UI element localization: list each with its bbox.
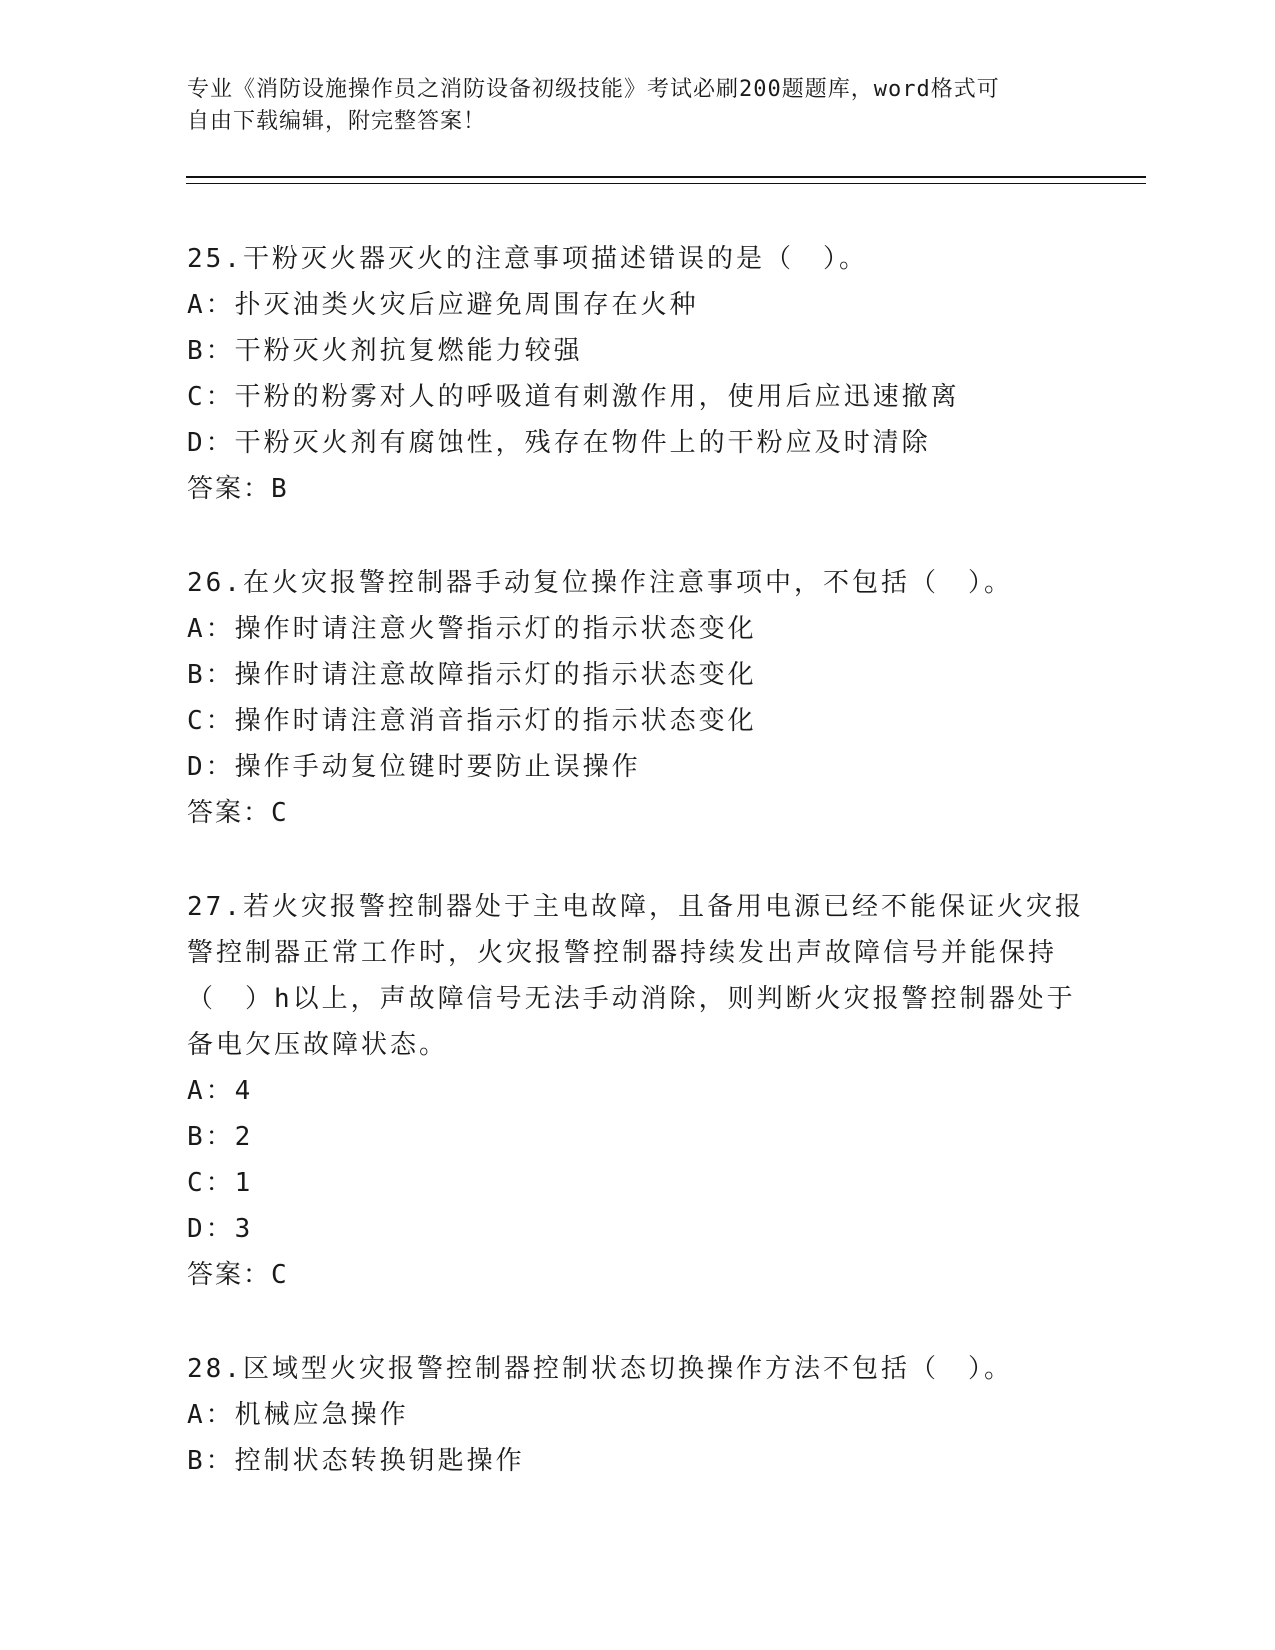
header-line-2: 自由下载编辑，附完整答案！ <box>187 109 487 134</box>
answer: 答案：B <box>187 474 289 504</box>
question-stem: 27.若火灾报警控制器处于主电故障，且备用电源已经不能保证火灾报警控制器正常工作时，火灾报警控制器持续发出声故障信号并能保持（ ）h以上，声故障信号无法手动消除，则判断火灾报警控制器处于备电欠压故障状态。 <box>187 892 1084 1060</box>
answer: 答案：C <box>187 798 289 828</box>
option-c: C：干粉的粉雾对人的呼吸道有刺激作用，使用后应迅速撤离 <box>187 382 960 412</box>
option-c: C：1 <box>187 1168 254 1198</box>
option-a: A：操作时请注意火警指示灯的指示状态变化 <box>187 614 757 644</box>
header-line-1: 专业《消防设施操作员之消防设备初级技能》考试必刷200题题库，word格式可 <box>187 77 1000 102</box>
option-b: B：操作时请注意故障指示灯的指示状态变化 <box>187 660 757 690</box>
question-stem: 26.在火灾报警控制器手动复位操作注意事项中，不包括（ ）。 <box>187 568 1013 598</box>
option-d: D：干粉灭火剂有腐蚀性，残存在物件上的干粉应及时清除 <box>187 428 931 458</box>
option-c: C：操作时请注意消音指示灯的指示状态变化 <box>187 706 757 736</box>
question-stem: 25.干粉灭火器灭火的注意事项描述错误的是（ ）。 <box>187 244 868 274</box>
question-27 <box>187 884 1087 1298</box>
header-divider <box>186 176 1146 184</box>
option-a: A：机械应急操作 <box>187 1400 409 1430</box>
option-d: D：操作手动复位键时要防止误操作 <box>187 752 641 782</box>
option-d: D：3 <box>187 1214 254 1244</box>
option-b: B：2 <box>187 1122 254 1152</box>
answer: 答案：C <box>187 1260 289 1290</box>
question-list <box>187 236 1087 1532</box>
option-a: A：扑灭油类火灾后应避免周围存在火种 <box>187 290 699 320</box>
question-25 <box>187 236 1087 512</box>
question-28 <box>187 1346 1087 1484</box>
option-a: A：4 <box>187 1076 254 1106</box>
question-26 <box>187 560 1087 836</box>
option-b: B：控制状态转换钥匙操作 <box>187 1446 525 1476</box>
document-header <box>187 74 1067 138</box>
question-stem: 28.区域型火灾报警控制器控制状态切换操作方法不包括（ ）。 <box>187 1354 1013 1384</box>
option-b: B：干粉灭火剂抗复燃能力较强 <box>187 336 583 366</box>
